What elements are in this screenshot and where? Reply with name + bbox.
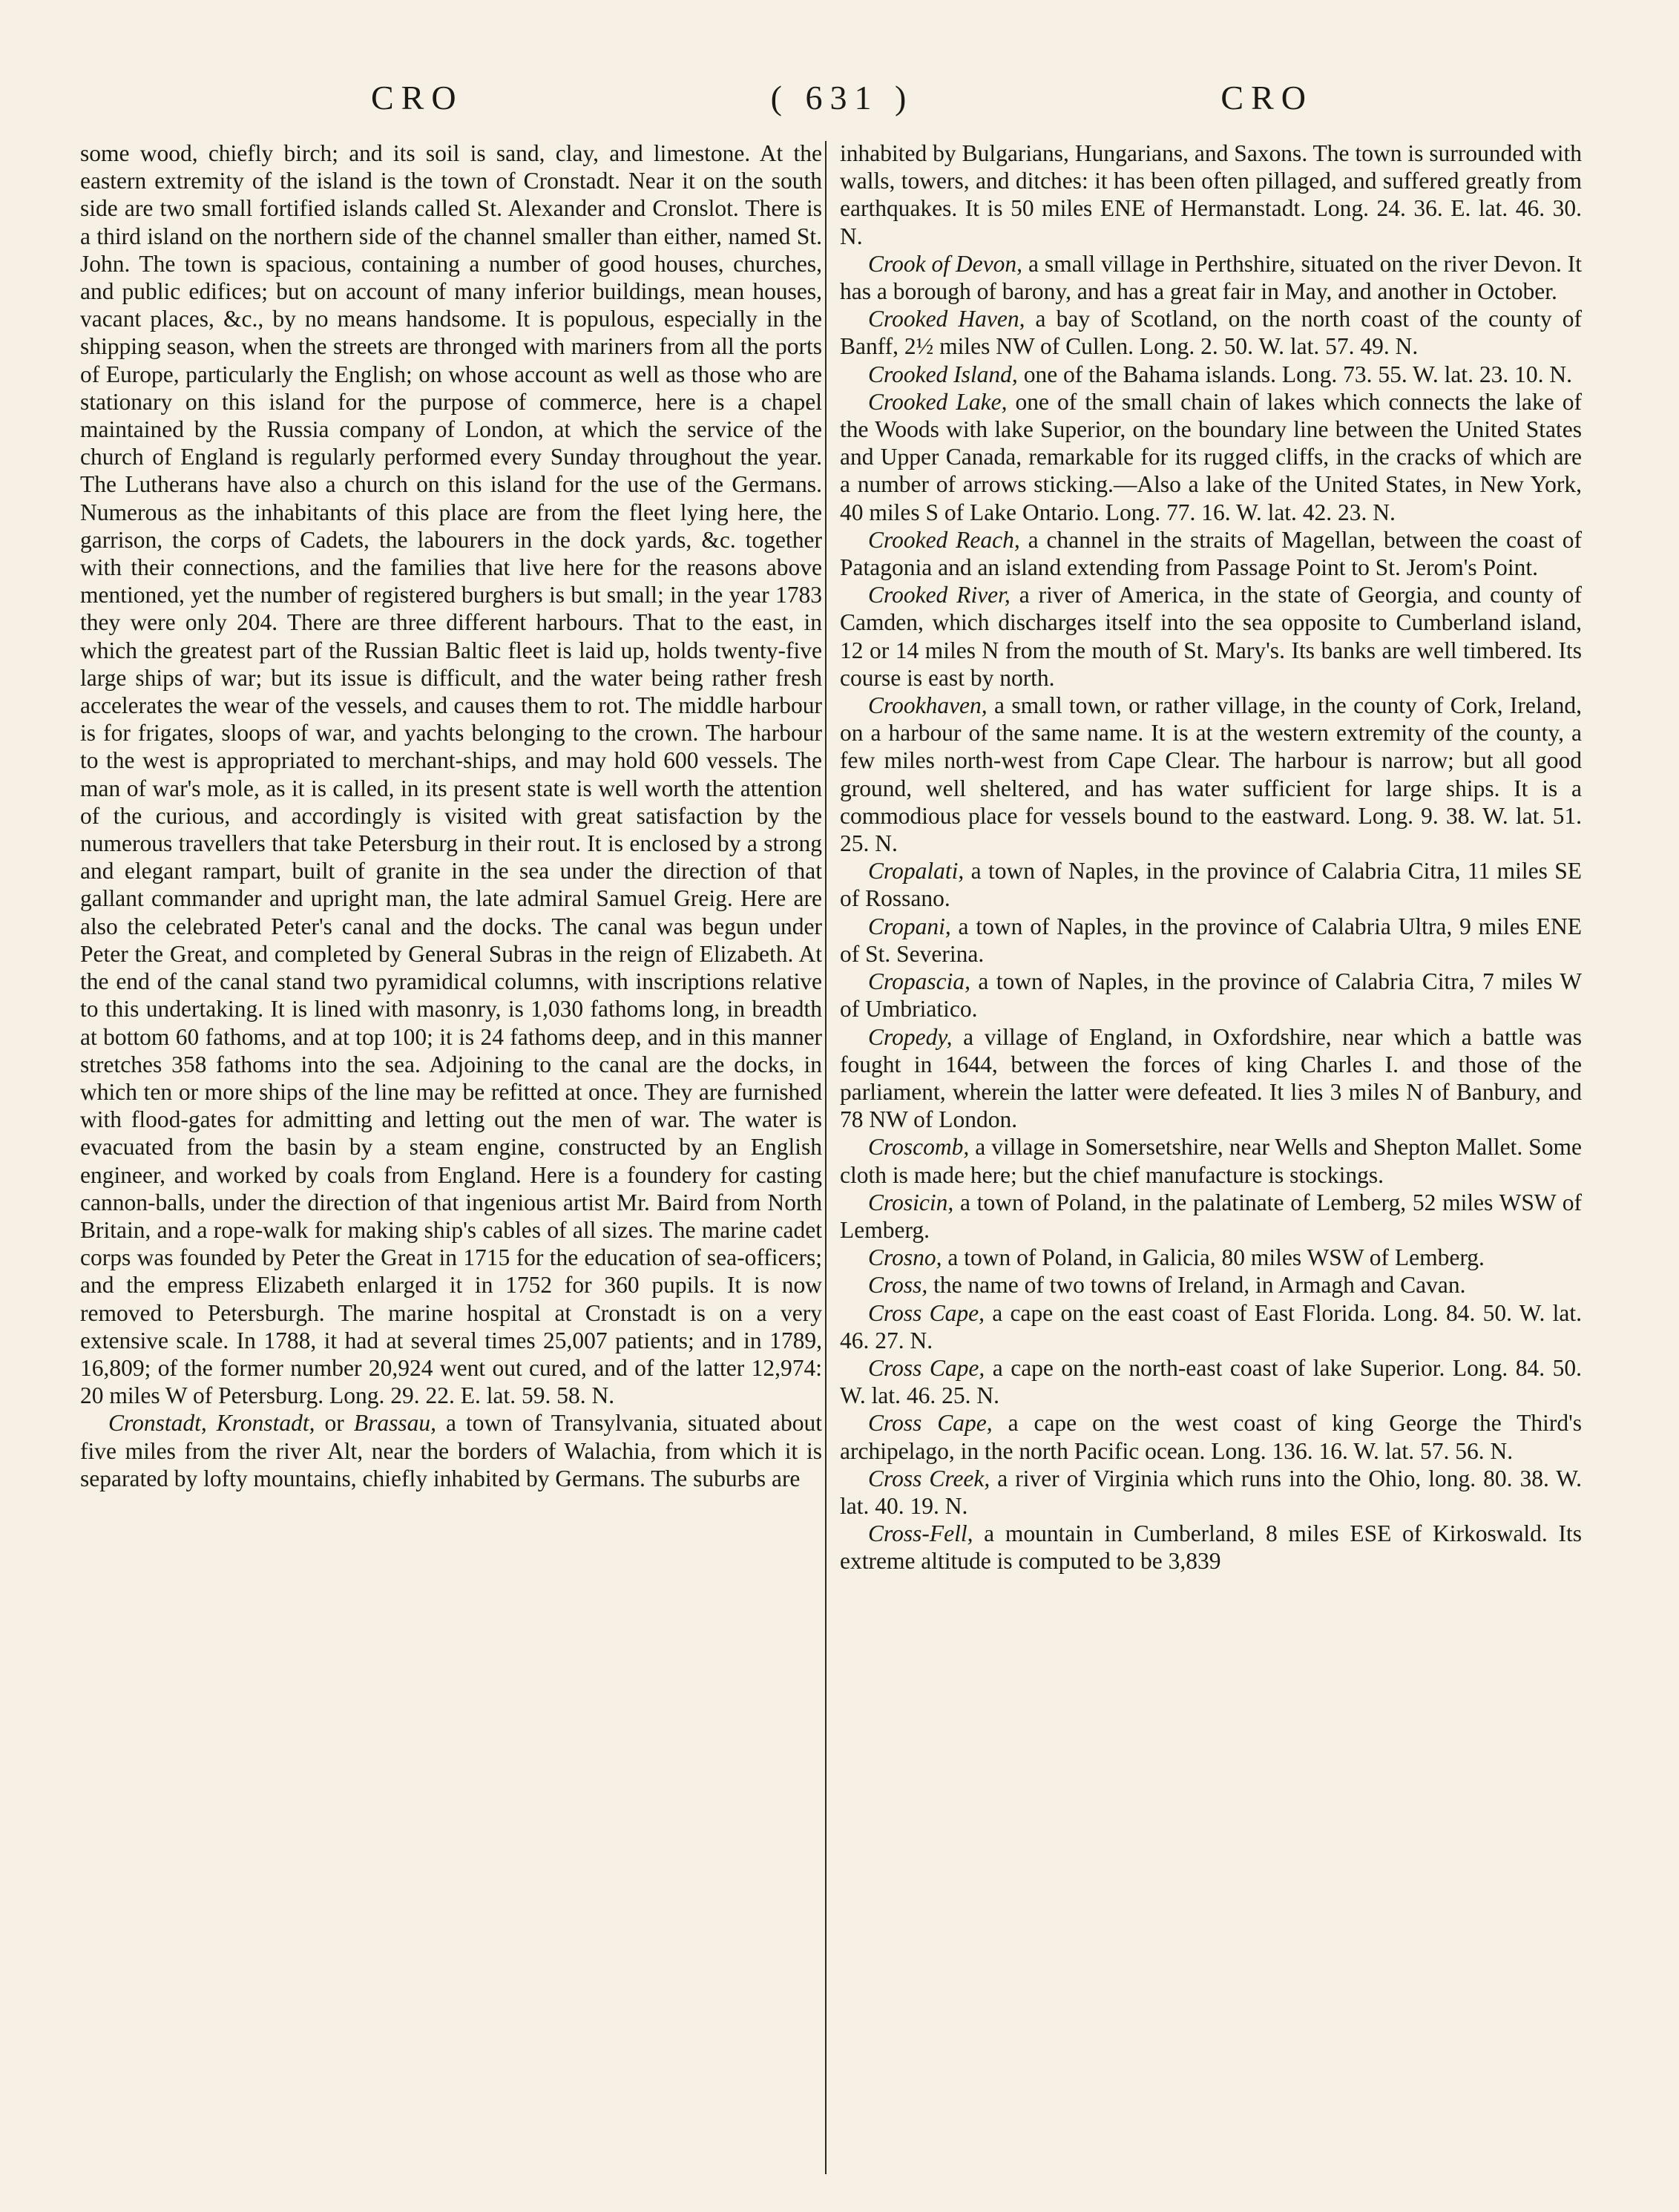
entry [840, 250, 1582, 305]
entry [840, 305, 1582, 360]
entry [840, 1299, 1582, 1354]
entry-text: a town of Transylvania, situated about five miles from the river Alt, near the borders of Walachia, from which it is separated by lofty mountains, chiefly inhabited by Germans. The suburbs are [80, 1410, 822, 1491]
entry-headword: Cropalati, [868, 858, 965, 885]
entry [840, 968, 1582, 1023]
entry-headword: Cropascia, [868, 968, 970, 995]
entry-headword: Crosicin, [868, 1189, 954, 1215]
entry [840, 1189, 1582, 1244]
entry-text: a cape on the west coast of king George the Third's archipelago, in the north Pacific ocean. Long. 136. 16. W. lat. 57. 56. N. [840, 1410, 1583, 1464]
entry [840, 857, 1582, 912]
entry-headword: Crook of Devon, [868, 250, 1023, 277]
entry-text: a cape on the north-east coast of lake Superior. Long. 84. 50. W. lat. 46. 25. N. [840, 1354, 1582, 1409]
entry-headword: Crosno, [868, 1244, 942, 1271]
entry-headword: Crookhaven, [868, 692, 988, 719]
entry-text: a river of Virginia which runs into the Ohio, long. 80. 38. W. lat. 40. 19. N. [840, 1465, 1582, 1519]
entry-headword: Crooked Island, [868, 361, 1018, 387]
entry-text: the name of two towns of Ireland, in Armagh and Cavan. [927, 1272, 1466, 1299]
entry-headword: Croscomb, [868, 1134, 970, 1161]
entry-text: one of the small chain of lakes which connects the lake of the Woods with lake Superior, on the boundary line between the United States and Upper Canada, remarkable for its rugged cliffs, in the cracks of which are a number of arrows sticking.—Also a lake of the United States, in New York, 40 miles S of Lake Ontario. Long. 77. 16. W. lat. 42. 23. N. [840, 388, 1582, 525]
entry-text: one of the Bahama islands. Long. 73. 55. W. lat. 23. 10. N. [1017, 361, 1572, 387]
entry-continuation: inhabited by Bulgarians, Hungarians, and Saxons. The town is surrounded with walls, towers, and ditches: it has been often pillaged, and suffered greatly from earthquakes. It is 50 miles ENE of Hermanstadt. Long. 24. 36. E. lat. 46. 30. N. [840, 140, 1582, 249]
entry-connector: or [315, 1410, 354, 1437]
entry-headword: Cross Cape, [868, 1410, 993, 1437]
page-header [371, 71, 1313, 123]
entry [840, 913, 1582, 968]
entry-headword: Cross-Fell, [868, 1520, 973, 1547]
entry-text: a village in Somersetshire, near Wells and Shepton Mallet. Some cloth is made here; but the chief manufacture is stockings. [840, 1134, 1582, 1188]
entry-cronstadt-transylvania [80, 1409, 822, 1492]
entry-headword: Crooked Lake, [868, 388, 1008, 415]
entry [840, 1465, 1582, 1520]
entry [840, 526, 1582, 581]
entry [840, 1133, 1582, 1188]
entry-headword: Crooked River, [868, 582, 1011, 608]
entry [840, 1354, 1582, 1409]
entry [840, 361, 1582, 388]
entry-text: a mountain in Cumberland, 8 miles ESE of Kirkoswald. Its extreme altitude is computed to be 3,839 [840, 1520, 1582, 1575]
header-left-word: CRO [371, 78, 464, 116]
entry-text: a cape on the east coast of East Florida. Long. 84. 50. W. lat. 46. 27. N. [840, 1299, 1582, 1353]
entry-text: a bay of Scotland, on the north coast of the county of Banff, 2½ miles NW of Cullen. Long. 2. 50. W. lat. 57. 49. N. [840, 306, 1582, 360]
entry-headword: Cross, [868, 1272, 928, 1299]
column-divider [825, 141, 827, 2174]
entry-text: a town of Naples, in the province of Calabria Ultra, 9 miles ENE of St. Severina. [840, 913, 1582, 967]
entry-continuation: some wood, chiefly birch; and its soil is sand, clay, and limestone. At the eastern extremity of the island is the town of Cronstadt. Near it on the south side are two small fortified islands called St. Alexander and Cronslot. There is a third island on the northern side of the channel smaller than either, named St. John. The town is spacious, containing a number of good houses, churches, and public edifices; but on account of many inferior buildings, mean houses, vacant places, &c., by no means handsome. It is populous, especially in the shipping season, when the streets are thronged with mariners from all the ports of Europe, particularly the English; on whose account as well as those who are stationary on this island for the purpose of commerce, here is a chapel maintained by the Russia company of London, at which the service of the church of England is regularly performed every Sunday throughout the year. The Lutherans have also a church on this island for the use of the Germans. Numerous as the inhabitants of this place are from the fleet lying here, the garrison, the corps of Cadets, the labourers in the dock yards, &c. together with their connections, and the families that live here for the reasons above mentioned, yet the number of registered burghers is but small; in the year 1783 they were only 204. There are three different harbours. That to the east, in which the greatest part of the Russian Baltic fleet is laid up, holds twenty-five large ships of war; but its issue is difficult, and the water being rather fresh accelerates the wear of the vessels, and causes them to rot. The middle harbour is for frigates, sloops of war, and yachts belonging to the crown. The harbour to the west is appropriated to merchant-ships, and may hold 600 vessels. The man of war's mole, as it is called, in its present state is well worth the attention of the curious, and accordingly is visited with great satisfaction by the numerous travellers that take Petersburg in their rout. It is enclosed by a strong and elegant rampart, built of granite in the sea under the direction of that gallant commander and upright man, the late admiral Samuel Greig. Here are also the celebrated Peter's canal and the docks. The canal was begun under Peter the Great, and completed by General Subras in the reign of Elizabeth. At the end of the canal stand two pyramidical columns, with inscriptions relative to this undertaking. It is lined with masonry, is 1,030 fathoms long, in breadth at bottom 60 fathoms, and at top 100; it is 24 fathoms deep, and in this manner stretches 358 fathoms into the sea. Adjoining to the canal are the docks, in which ten or more ships of the line may be refitted at once. They are furnished with flood-gates for admitting and letting out the men of war. The water is evacuated from the basin by a steam engine, constructed by an English engineer, and worked by coals from England. Here is a foundery for casting cannon-balls, under the direction of that ingenious artist Mr. Baird from North Britain, and a rope-walk for making ship's cables of all sizes. The marine cadet corps was founded by Peter the Great in 1715 for the education of sea-officers; and the empress Elizabeth enlarged it in 1752 for 360 pupils. It is now removed to Petersburgh. The marine hospital at Cronstadt is on a very extensive scale. In 1788, it had at several times 25,007 patients; and in 1789, 16,809; of the former number 20,924 went out cured, and of the latter 12,974: 20 miles W of Petersburg. Long. 29. 22. E. lat. 59. 58. N. [80, 140, 822, 1409]
entry [840, 388, 1582, 526]
entry-text: a river of America, in the state of Georgia, and county of Camden, which discharges itself into the sea opposite to Cumberland island, 12 or 14 miles N from the mouth of St. Mary's. Its banks are well timbered. Its course is east by north. [840, 582, 1582, 691]
entry-text: a town of Naples, in the province of Calabria Citra, 11 miles SE of Rossano. [840, 858, 1582, 912]
entry-text: a town of Naples, in the province of Calabria Citra, 7 miles W of Umbriatico. [840, 968, 1582, 1023]
entry [840, 692, 1582, 857]
entry-headword: Cross Cape, [868, 1299, 985, 1326]
entry-headword: Crooked Haven, [868, 306, 1025, 332]
entry-text: a channel in the straits of Magellan, between the coast of Patagonia and an island extending from Passage Point to St. Jerom's Point. [840, 526, 1582, 581]
entry-headword: Cross Creek, [868, 1465, 990, 1491]
entry-text: a town of Poland, in Galicia, 80 miles WSW of Lemberg. [942, 1244, 1485, 1271]
entry-headword-alt: Brassau, [353, 1410, 436, 1437]
entry-headword: Cropedy, [868, 1023, 953, 1050]
entry-text: a town of Poland, in the palatinate of Lemberg, 52 miles WSW of Lemberg. [840, 1189, 1582, 1243]
right-column [840, 140, 1582, 1575]
entry-headword: Cropani, [868, 913, 951, 939]
entry [840, 1023, 1582, 1134]
left-column [80, 140, 822, 1492]
entry-headword: Cronstadt, Kronstadt, [108, 1410, 315, 1437]
entry [840, 1271, 1582, 1299]
entry [840, 1409, 1582, 1464]
entry-headword: Cross Cape, [868, 1354, 985, 1381]
entry-text: a small village in Perthshire, situated on the river Devon. It has a borough of barony, and has a great fair in May, and another in October. [840, 250, 1583, 305]
entry [840, 581, 1582, 692]
entry-headword: Crooked Reach, [868, 526, 1020, 553]
entry [840, 1244, 1582, 1271]
entry [840, 1520, 1582, 1575]
entry-text: a village of England, in Oxfordshire, near which a battle was fought in 1644, between the forces of king Charles I. and those of the parliament, wherein the latter were defeated. It lies 3 miles N of Banbury, and 78 NW of London. [840, 1023, 1582, 1133]
entry-text: a small town, or rather village, in the county of Cork, Ireland, on a harbour of the same name. It is at the western extremity of the county, a few miles north-west from Cape Clear. The harbour is narrow; but all good ground, well sheltered, and has water sufficient for large ships. It is a commodious place for vessels bound to the eastward. Long. 9. 38. W. lat. 51. 25. N. [840, 692, 1582, 857]
header-right-word: CRO [1220, 78, 1313, 116]
page-number: ( 631 ) [770, 78, 914, 116]
